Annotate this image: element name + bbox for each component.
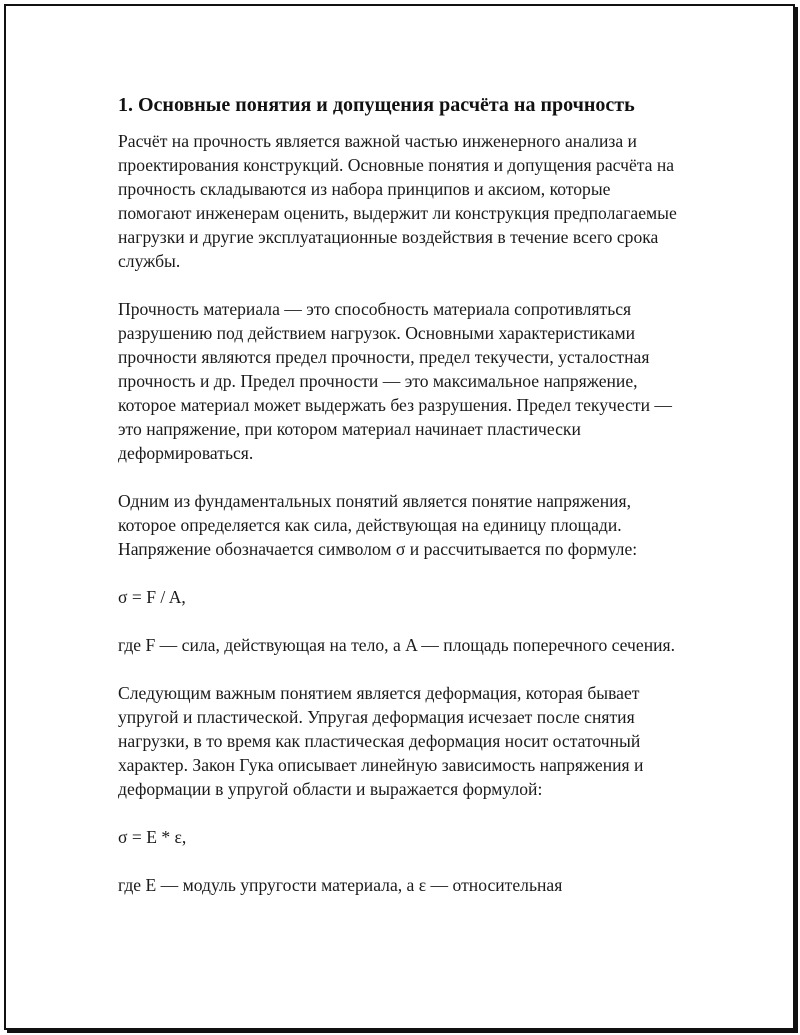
document-body — [118, 92, 688, 921]
paragraph-hooke-definitions: где E — модуль упругости материала, а ε — относительная — [118, 875, 563, 895]
formula-hooke: σ = E * ε, — [118, 827, 187, 847]
formula-stress: σ = F / A, — [118, 587, 186, 607]
paragraph-stress: Одним из фундаментальных понятий является понятие напряжения, которое определяется как сила, действующая на единицу площади. Напряжение обозначается символом σ и рассчитывается по формуле: — [118, 491, 638, 559]
paragraph-stress-definitions: где F — сила, действующая на тело, а A — площадь поперечного сечения. — [118, 635, 676, 655]
paragraph-intro: Расчёт на прочность является важной частью инженерного анализа и проектирования конструкций. Основные понятия и допущения расчёта на прочность складываются из набора принципов и аксиом, которые помогают инженерам оценить, выдержит ли конструкция предполагаемые нагрузки и другие эксплуатационные воздействия в течение всего срока службы. — [118, 131, 677, 271]
section-heading: 1. Основные понятия и допущения расчёта на прочность — [118, 94, 635, 116]
paragraph-strength: Прочность материала — это способность материала сопротивляться разрушению под действием нагрузок. Основными характеристиками прочности являются предел прочности, предел текучести, усталостная прочность и др. Предел прочности — это максимальное напряжение, которое материал может выдержать без разрушения. Предел текучести — это напряжение, при котором материал начинает пластически деформироваться. — [118, 299, 673, 463]
paragraph-deformation: Следующим важным понятием является деформация, которая бывает упругой и пластической. Упругая деформация исчезает после снятия нагрузки, в то время как пластическая деформация носит остаточный характер. Закон Гука описывает линейную зависимость напряжения и деформации в упругой области и выражается формулой: — [118, 683, 644, 799]
